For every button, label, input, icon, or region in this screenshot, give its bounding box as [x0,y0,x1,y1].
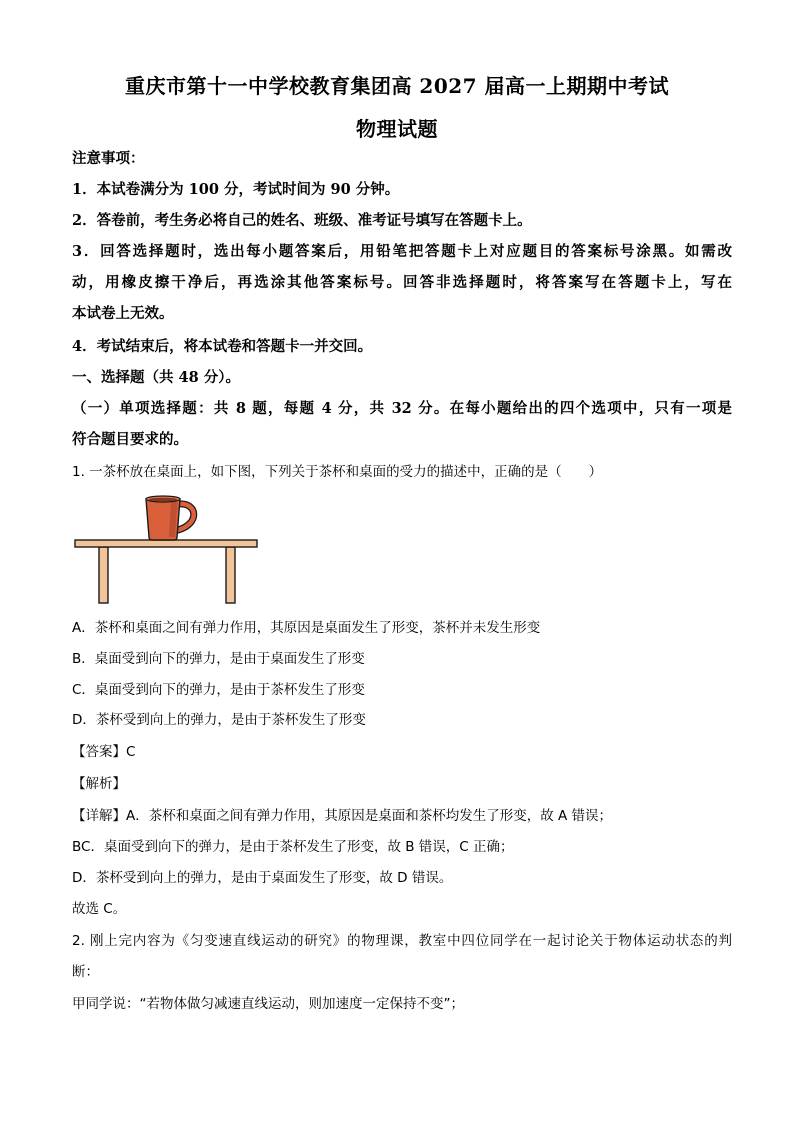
note-item-3-cont: 动，用橡皮擦干净后，再选涂其他答案标号。回答非选择题时，将答案写在答题卡上，写在 [72,274,732,291]
note-item-4: 4．考试结束后，将本试卷和答题卡一并交回。 [72,338,373,355]
exam-subject: 物理试题 [356,117,438,141]
q1-analysis-line-2: BC．桌面受到向下的弹力，是由于茶杯发生了形变，故 B 错误，C 正确； [72,839,514,855]
q1-option-a: A．茶杯和桌面之间有弹力作用，其原因是桌面发生了形变，茶杯并未发生形变 [72,620,541,636]
q1-answer: 【答案】C [72,744,136,760]
q1-analysis-line-3: D．茶杯受到向上的弹力，是由于桌面发生了形变，故 D 错误。 [72,870,453,886]
q2-stem: 2. 刚上完内容为《匀变速直线运动的研究》的物理课，教室中四位同学在一起讨论关于物体运动状态的判 [72,933,732,949]
q1-analysis-line-1: 【详解】A．茶杯和桌面之间有弹力作用，其原因是桌面和茶杯均发生了形变，故 A 错误； [72,808,613,824]
q1-analysis-heading: 【解析】 [72,776,126,792]
q1-option-d: D．茶杯受到向上的弹力，是由于茶杯发生了形变 [72,712,366,728]
section-heading: 一、选择题（共 48 分）。 [72,369,241,386]
table-leg-right [226,547,235,603]
section-subheading-cont: 符合题目要求的。 [72,431,188,448]
notes-heading: 注意事项： [72,150,145,167]
cup-opening [149,498,177,502]
exam-title: 重庆市第十一中学校教育集团高 2027 届高一上期期中考试 [124,74,670,98]
cup-on-table-figure [74,492,260,604]
q1-option-c: C．桌面受到向下的弹力，是由于茶杯发生了形变 [72,682,365,698]
section-subheading: （一）单项选择题：共 8 题，每题 4 分，共 32 分。在每小题给出的四个选项中，只有一项是 [72,400,732,417]
note-item-2: 2．答卷前，考生务必将自己的姓名、班级、准考证号填写在答题卡上。 [72,212,532,229]
table-leg-left [99,547,108,603]
q2-stem-cont: 断： [72,964,99,980]
q1-option-b: B．桌面受到向下的弹力，是由于桌面发生了形变 [72,651,365,667]
note-item-3: 3．回答选择题时，选出每小题答案后，用铅笔把答题卡上对应题目的答案标号涂黑。如需改 [72,243,732,260]
q1-conclusion: 故选 C。 [72,901,127,917]
note-item-1: 1．本试卷满分为 100 分，考试时间为 90 分钟。 [72,181,400,198]
note-item-3-end: 本试卷上无效。 [72,305,174,322]
cup-on-table-illustration [74,492,260,604]
table-top [75,540,257,547]
q2-student-statement: 甲同学说：“若物体做匀减速直线运动，则加速度一定保持不变”； [72,996,464,1012]
q1-stem: 1. 一茶杯放在桌面上，如下图，下列关于茶杯和桌面的受力的描述中，正确的是（ ） [72,464,603,480]
